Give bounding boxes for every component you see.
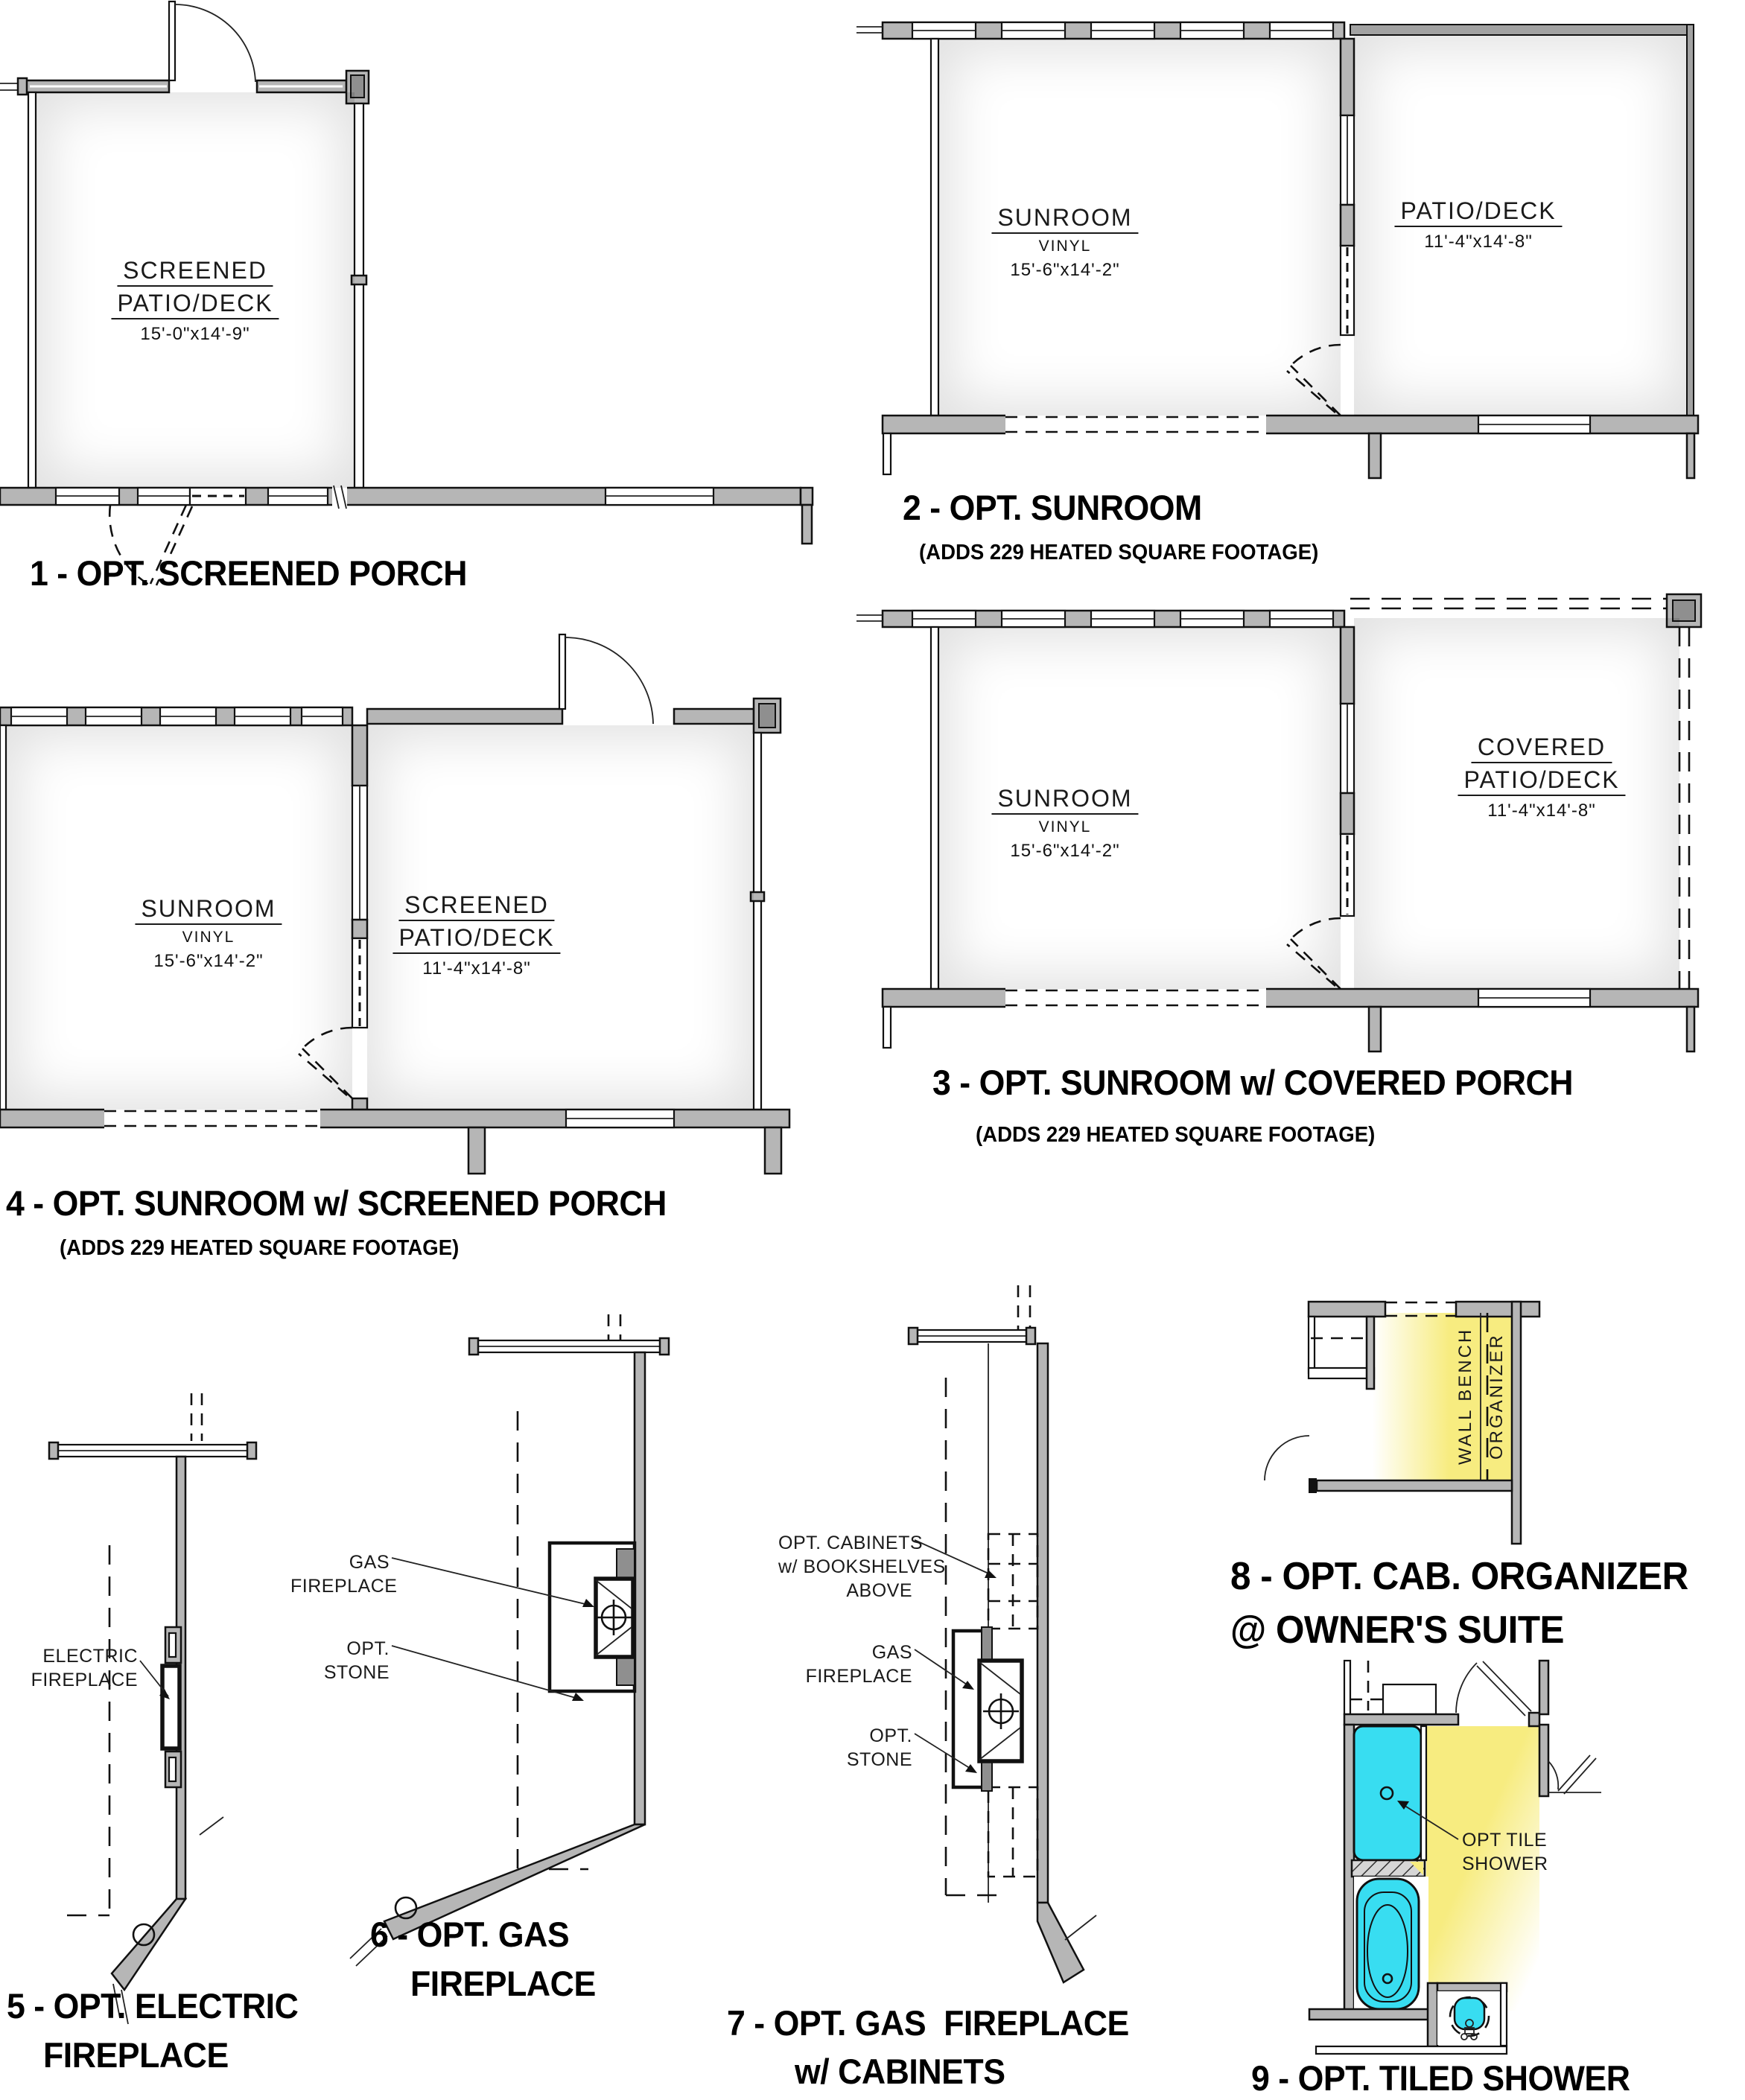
panel-4-note: (ADDS 229 HEATED SQUARE FOOTAGE) xyxy=(60,1236,460,1260)
panel-6-caption-line1: 6 - OPT. GAS xyxy=(370,1915,570,1954)
window xyxy=(605,488,713,505)
gas-fireplace-label xyxy=(778,1641,912,1688)
panel-9-caption: 9 - OPT. TILED SHOWER xyxy=(1251,2058,1630,2098)
room-dimensions: 11'-4"x14'-8" xyxy=(1487,801,1596,821)
window xyxy=(912,22,976,39)
house-wall xyxy=(0,485,813,544)
label-line: SHOWER xyxy=(1462,1854,1548,1874)
window xyxy=(1091,611,1154,627)
wall xyxy=(28,92,36,488)
label-line: FIREPLACE xyxy=(31,1670,138,1690)
door-swing xyxy=(1265,1436,1309,1480)
label-line: GAS xyxy=(871,1642,912,1663)
panel-2-note: (ADDS 229 HEATED SQUARE FOOTAGE) xyxy=(919,541,1319,564)
window xyxy=(1091,22,1154,39)
gas-fireplace-label xyxy=(290,1550,398,1598)
label-line: FIREPLACE xyxy=(805,1666,912,1687)
room-name: SCREENED xyxy=(398,892,555,921)
panel-3-note: (ADDS 229 HEATED SQUARE FOOTAGE) xyxy=(976,1123,1376,1147)
window xyxy=(302,707,343,725)
porch-top-wall xyxy=(367,709,754,724)
wall xyxy=(355,104,363,488)
window xyxy=(566,1110,674,1127)
window xyxy=(1478,416,1590,433)
panel-5-caption-line2: FIREPLACE xyxy=(43,2035,229,2075)
lower-cabinet-dashed xyxy=(988,1787,1037,1877)
corner-post xyxy=(1667,594,1701,627)
panel-3-caption: 3 - OPT. SUNROOM w/ COVERED PORCH xyxy=(932,1063,1574,1102)
window xyxy=(268,488,328,505)
panel-1-screened-porch xyxy=(0,0,819,603)
room-label-sunroom xyxy=(135,896,282,972)
panel-8-caption-line1: 8 - OPT. CAB. ORGANIZER xyxy=(1230,1555,1688,1598)
panel-1-caption: 1 - OPT. SCREENED PORCH xyxy=(30,553,467,593)
room-label-screened-patio xyxy=(111,258,279,345)
room-name: PATIO/DECK xyxy=(1458,767,1625,796)
wall-bench-label: WALL BENCH xyxy=(1455,1327,1475,1466)
open-screen-section xyxy=(104,1108,320,1129)
room-name: SUNROOM xyxy=(991,786,1138,815)
label-line: OPT. xyxy=(869,1725,912,1746)
room-label-sunroom xyxy=(991,205,1138,281)
door-post xyxy=(1309,1478,1317,1493)
room-dimensions: 11'-4"x14'-8" xyxy=(422,958,531,979)
panel-8-cab-organizer xyxy=(1221,1292,1745,1676)
top-wall-windows xyxy=(856,611,1344,627)
label-line: w/ BOOKSHELVES xyxy=(778,1556,946,1577)
room-dimensions: 11'-4"x14'-8" xyxy=(1424,232,1533,252)
room-dimensions: 15'-6"x14'-2" xyxy=(1010,260,1120,280)
bathtub xyxy=(1354,1877,1428,2011)
toilet-room xyxy=(1428,1983,1507,2046)
shower-curb-hatch xyxy=(1352,1860,1425,1877)
room-material: VINYL xyxy=(182,929,235,946)
window xyxy=(912,611,976,627)
patio-right-wall xyxy=(1687,25,1694,432)
screened-opening xyxy=(1341,246,1354,335)
sunroom-left-wall xyxy=(931,39,938,416)
label-line: OPT TILE xyxy=(1462,1830,1548,1851)
room-name: SCREENED xyxy=(117,258,273,287)
window xyxy=(352,786,367,920)
door-swing xyxy=(1456,1661,1531,1716)
label-line: STONE xyxy=(846,1749,912,1770)
bottom-wall xyxy=(0,1108,789,1174)
screened-door-sill xyxy=(190,488,246,505)
bottom-wall xyxy=(883,987,1698,1051)
right-wall xyxy=(1512,1302,1521,1544)
electric-fireplace-unit xyxy=(162,1627,181,1787)
room-material: VINYL xyxy=(1038,818,1092,836)
closet xyxy=(1344,1661,1436,1714)
panel-6-gas-fireplace xyxy=(246,1296,693,2048)
panel-7-drawing xyxy=(708,1266,1125,2100)
window xyxy=(1180,611,1244,627)
panel-5-caption-line1: 5 - OPT. ELECTRIC xyxy=(7,1986,299,2026)
bottom-wall xyxy=(883,414,1698,478)
sunroom-left-wall xyxy=(931,627,938,989)
fireplace-wall xyxy=(1037,1343,1048,1903)
panel-7-caption-line1: 7 - OPT. GAS FIREPLACE xyxy=(727,2003,1129,2043)
panel-2-sunroom xyxy=(856,7,1745,588)
room-name: PATIO/DECK xyxy=(392,925,560,954)
gas-fireplace-unit xyxy=(550,1543,635,1691)
room-material: VINYL xyxy=(1038,238,1092,255)
label-line: ELECTRIC xyxy=(42,1646,138,1667)
door-swing-dashed xyxy=(1287,918,1341,989)
divider-wall xyxy=(352,725,367,1110)
closet xyxy=(1309,1317,1374,1389)
panel-8-caption-line2: @ OWNER'S SUITE xyxy=(1230,1609,1565,1652)
opt-stone-label xyxy=(778,1724,912,1772)
window xyxy=(1270,22,1333,39)
window xyxy=(1002,22,1065,39)
window xyxy=(56,488,119,505)
tiled-shower xyxy=(1354,1726,1426,1860)
opt-cabinets-label xyxy=(778,1531,946,1603)
room-name: COVERED xyxy=(1472,734,1612,763)
room-dimensions: 15'-0"x14'-9" xyxy=(140,324,250,344)
window xyxy=(11,707,67,725)
window xyxy=(86,707,142,725)
bottom-wall xyxy=(1309,2009,1428,2020)
opt-tile-shower-label xyxy=(1462,1828,1548,1876)
room-name: SUNROOM xyxy=(135,896,282,925)
screened-opening xyxy=(352,938,367,1028)
window xyxy=(235,707,290,725)
panel-2-caption: 2 - OPT. SUNROOM xyxy=(903,488,1202,527)
room-name: SUNROOM xyxy=(991,205,1138,234)
wall-dashed-above xyxy=(1018,1285,1030,1330)
electric-fireplace-label xyxy=(22,1644,138,1692)
panel-4-caption: 4 - OPT. SUNROOM w/ SCREENED PORCH xyxy=(6,1183,667,1223)
panel-3-sunroom-covered-porch xyxy=(856,588,1745,1169)
wall-dashed-above xyxy=(608,1314,620,1340)
sink-bowl xyxy=(1455,1998,1484,2029)
panel-6-caption-line2: FIREPLACE xyxy=(410,1964,596,2003)
screened-opening xyxy=(1341,834,1354,916)
open-screen-section xyxy=(1005,414,1266,435)
room-label-screened-patio xyxy=(392,892,560,979)
room-name: PATIO/DECK xyxy=(111,290,279,319)
left-wall xyxy=(0,725,6,1110)
panel-9-tiled-shower xyxy=(1251,1657,1745,2100)
panel-9-drawing xyxy=(1251,1657,1745,2100)
door-swing xyxy=(559,634,653,724)
window xyxy=(1341,115,1354,205)
window xyxy=(1180,22,1244,39)
window xyxy=(1270,611,1333,627)
window xyxy=(1002,611,1065,627)
room-dimensions: 15'-6"x14'-2" xyxy=(153,951,264,971)
divider-wall xyxy=(1341,39,1354,335)
panel-7-gas-fireplace-cabinets xyxy=(708,1266,1129,2100)
patio-top-wall xyxy=(1350,25,1692,35)
window xyxy=(909,1328,1035,1344)
corner-post xyxy=(754,699,781,733)
wall-dashed-above xyxy=(191,1393,202,1441)
door-swing xyxy=(169,1,255,82)
top-wall-windows xyxy=(0,707,352,725)
gas-fireplace-unit xyxy=(953,1627,1022,1791)
door-swing-dashed xyxy=(299,1028,352,1098)
bottom-wall xyxy=(1317,1480,1512,1491)
window xyxy=(49,1442,256,1459)
lower-wall xyxy=(1316,2046,1507,2054)
panel-4-sunroom-screened-porch xyxy=(0,618,819,1281)
label-line: GAS xyxy=(349,1552,390,1573)
label-line: FIREPLACE xyxy=(290,1576,398,1597)
window xyxy=(160,707,216,725)
room-label-sunroom xyxy=(991,786,1138,862)
wall-return-foot xyxy=(1037,1903,1096,1982)
top-wall-windows xyxy=(856,22,1344,39)
panel-7-caption-line2: w/ CABINETS xyxy=(795,2052,1005,2091)
window-marker xyxy=(352,276,366,284)
door-swing xyxy=(1548,1755,1601,1794)
room-name: PATIO/DECK xyxy=(1394,198,1562,227)
option-outline-dashed xyxy=(67,1545,109,1915)
upper-cabinet-dashed xyxy=(988,1534,1037,1629)
wall-break-symbol xyxy=(332,485,347,509)
room-label-patio-deck xyxy=(1394,198,1562,252)
room-label-covered-patio xyxy=(1458,734,1625,821)
divider-wall xyxy=(1341,627,1354,916)
opt-stone-label xyxy=(290,1637,390,1684)
door-swing-dashed xyxy=(1287,345,1341,416)
corner-post xyxy=(346,71,369,104)
label-line: STONE xyxy=(323,1662,390,1683)
window-marker xyxy=(751,892,764,901)
window xyxy=(1478,989,1590,1007)
right-wall xyxy=(754,733,761,1110)
organizer-label: ORGANIZER xyxy=(1487,1333,1507,1460)
label-line: ABOVE xyxy=(846,1580,912,1601)
open-screen-section xyxy=(1005,987,1266,1008)
window xyxy=(1341,704,1354,793)
room-dimensions: 15'-6"x14'-2" xyxy=(1010,841,1120,861)
label-line: OPT. CABINETS xyxy=(778,1533,924,1553)
label-line: OPT. xyxy=(346,1638,390,1659)
window xyxy=(138,488,190,505)
wall-tick xyxy=(200,1817,223,1835)
